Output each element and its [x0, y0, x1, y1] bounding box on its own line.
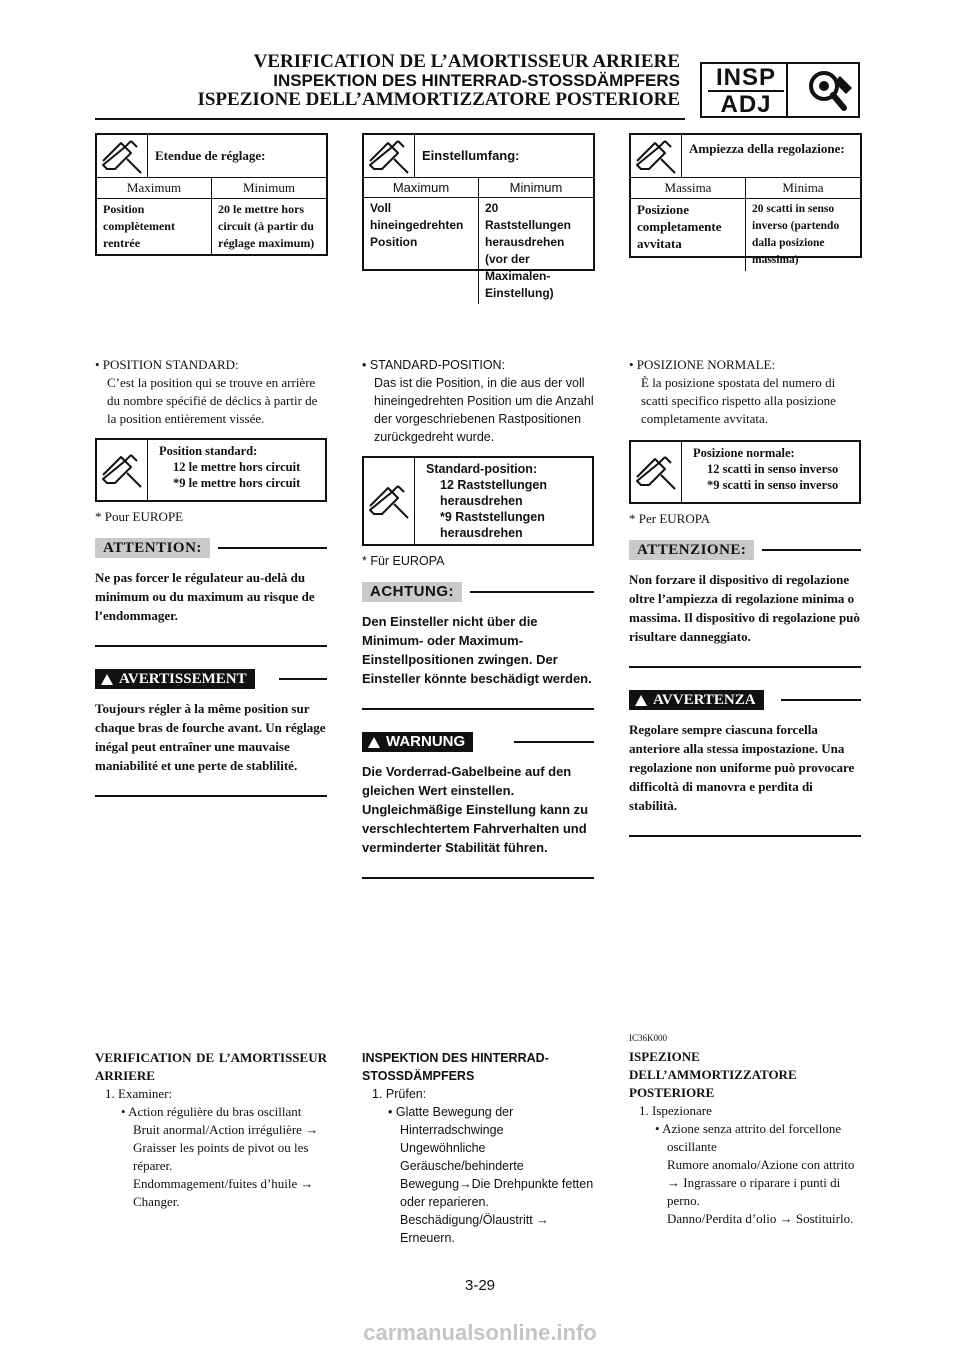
warning-badge: [629, 690, 764, 710]
warning-triangle-icon: [368, 737, 380, 748]
spec-col-min: Minima: [782, 180, 824, 195]
spec-box-columns: [631, 178, 860, 199]
warning-end-rule: [362, 877, 594, 879]
section-title: ISPEZIONE DELL’AMMORTIZZATORE POSTERIORE: [629, 1049, 797, 1100]
warning-text: Regolare sempre ciascuna forcella anteriore alla stessa impostazione. Una regolazione non uniforme può provocare difficoltà di manovra e perdita di stabilità.: [629, 722, 855, 813]
caution-label: ACHTUNG:: [362, 582, 462, 602]
caution-end-rule: [362, 708, 594, 710]
page-header: [197, 52, 680, 109]
spec-col-max: Massima: [631, 178, 746, 198]
hand-wrench-icon: [364, 458, 415, 544]
std-position-text: Das ist die Position, in die aus der voll hineingedrehten Position um die Anzahl der vorgeschriebenen Rastpositionen zurückgedreht wurde.: [374, 376, 594, 444]
caution-label: ATTENZIONE:: [629, 540, 754, 560]
std-position-box: [362, 456, 594, 546]
std-box-line2: *9 Raststellungen herausdrehen: [440, 510, 545, 540]
warning-triangle-icon: [635, 695, 647, 706]
inspection-it: [629, 1032, 861, 1228]
europe-note: * Für EUROPA: [362, 554, 445, 568]
caution-rule: [218, 547, 327, 549]
spec-box-columns: [364, 178, 593, 198]
std-box-title: Position standard:: [159, 444, 258, 458]
warning-heading: [95, 669, 327, 689]
spec-box-values: [631, 199, 860, 271]
warning-rule: [279, 678, 327, 680]
check-item-2: Rumore anomalo/Azione con attrito → Ingrassare o riparare i punti di perno.: [667, 1157, 855, 1208]
std-box-line2: *9 scatti in senso inverso: [707, 478, 839, 492]
warning-badge: [95, 669, 255, 689]
page-number: 3-29: [464, 1277, 496, 1294]
std-box-title: Standard-position:: [426, 462, 538, 476]
header-title-de: INSPEKTION DES HINTERRAD-STOSSDÄMPFERS: [273, 71, 680, 90]
hand-wrench-icon: [631, 135, 682, 177]
std-box-line2: *9 le mettre hors circuit: [173, 476, 301, 490]
hand-wrench-icon: [97, 135, 148, 177]
warning-label: WARNUNG: [386, 733, 466, 750]
spec-box-head: [97, 135, 326, 178]
spec-col-max: Maximum: [364, 178, 479, 197]
check-item-1: • Glatte Bewegung der Hinterradschwinge: [388, 1105, 514, 1137]
header-title-fr: VERIFICATION DE L’AMORTISSEUR ARRIERE: [253, 51, 680, 72]
spec-box-fr: [95, 133, 328, 256]
column-fr: [95, 356, 327, 797]
europe-note: * Pour EUROPE: [95, 509, 184, 524]
warning-text: Toujours régler à la même position sur chaque bras de fourche avant. Un réglage inégal peut entraîner une mauvaise maniabilité et une perte de stablilité.: [95, 701, 326, 773]
warning-rule: [514, 741, 594, 743]
column-de: [362, 356, 594, 879]
spec-col-min: Minimum: [242, 180, 295, 195]
caution-label: ATTENTION:: [95, 538, 210, 558]
check-item-1: • Action régulière du bras oscillant: [121, 1104, 302, 1119]
warning-label: AVERTISSEMENT: [119, 671, 247, 687]
spec-box-values: [364, 198, 593, 304]
caution-end-rule: [629, 666, 861, 668]
step-1: 1. Prüfen:: [372, 1087, 427, 1101]
warning-badge: [362, 732, 473, 752]
section-badge: [700, 62, 860, 118]
warning-heading: [362, 732, 594, 752]
column-it: [629, 356, 861, 837]
std-position-box: [629, 440, 861, 504]
caution-end-rule: [95, 645, 327, 647]
badge-insp: INSP: [708, 64, 784, 92]
section-title: INSPEKTION DES HINTERRAD-STOSSDÄMPFERS: [362, 1051, 549, 1083]
std-position-title: • STANDARD-POSITION:: [362, 358, 506, 372]
hand-wrench-icon: [97, 440, 148, 500]
caution-rule: [762, 549, 861, 551]
spec-box-de: [362, 133, 595, 300]
std-position-box: [95, 438, 327, 502]
check-item-1: • Azione senza attrito del forcellone oscillante: [655, 1121, 842, 1154]
caution-heading: [629, 540, 861, 560]
badge-divider: [786, 64, 788, 116]
europe-note: * Per EUROPA: [629, 511, 711, 526]
warning-rule: [781, 699, 861, 701]
hand-wrench-icon: [631, 442, 682, 502]
std-box-title: Posizione normale:: [693, 446, 795, 460]
spec-box-head: [631, 135, 860, 178]
std-box-line1: 12 le mettre hors circuit: [173, 460, 301, 474]
spec-val-min: 20 Raststellungen herausdrehen (vor der Maximalen-Einstellung): [485, 201, 572, 300]
spec-val-min: 20 scatti in senso inverso (partendo dalla posizione massima): [752, 203, 840, 266]
spec-val-min: 20 le mettre hors circuit (à partir du réglage maximum): [218, 202, 315, 250]
hand-wrench-icon: [364, 135, 415, 177]
std-box-line1: 12 scatti in senso inverso: [707, 462, 839, 476]
warning-text: Die Vorderrad-Gabelbeine auf den gleichen Wert einstellen. Ungleichmäßige Einstellung kann zu verschlechtertem Fahrverhalten und verminderter Stabilität führen.: [362, 764, 589, 855]
check-item-3: Endommagement/fuites d’huile → Changer.: [133, 1176, 314, 1209]
check-item-3: Beschädigung/Ölaustritt → Erneuern.: [400, 1213, 549, 1245]
std-box-line1: 12 Raststellungen herausdrehen: [440, 478, 547, 508]
std-box-text: [155, 440, 325, 494]
warning-end-rule: [95, 795, 327, 797]
warning-heading: [629, 690, 861, 710]
std-position-title: • POSIZIONE NORMALE:: [629, 357, 776, 372]
std-box-text: [422, 458, 592, 544]
spec-box-head: [364, 135, 593, 178]
caution-heading: [95, 538, 327, 558]
step-1: 1. Ispezionare: [639, 1103, 712, 1118]
spec-box-title: Einstellumfang:: [422, 148, 520, 163]
warning-end-rule: [629, 835, 861, 837]
header-rule: [95, 118, 685, 120]
spec-box-it: [629, 133, 862, 266]
inspection-de: [362, 1049, 594, 1247]
inspection-fr: [95, 1049, 327, 1211]
caution-text: Den Einsteller nicht über die Minimum- oder Maximum-Einstellpositionen zwingen. Der Einsteller könnte beschädigt werden.: [362, 614, 592, 686]
caution-text: Non forzare il dispositivo di regolazione oltre l’ampiezza di regolazione minima o massima. Il dispositivo di regolazione può risultare danneggiato.: [629, 572, 860, 644]
spec-box-values: [97, 199, 326, 254]
std-position-title: • POSITION STANDARD:: [95, 357, 239, 372]
std-position-text: È la posizione spostata del numero di scatti specifico rispetto alla posizione completamente avvitata.: [641, 375, 836, 426]
section-title: VERIFICATION DE L’AMORTISSEUR ARRIERE: [95, 1050, 327, 1083]
check-item-2: Bruit anormal/Action irrégulière → Graisser les points de pivot ou les réparer.: [133, 1122, 319, 1173]
caution-rule: [470, 591, 594, 593]
spec-val-max: Posizione completamente avvitata: [631, 199, 746, 271]
caution-text: Ne pas forcer le régulateur au-delà du minimum ou du maximum au risque de l’endommager.: [95, 570, 315, 623]
spec-box-title: Etendue de réglage:: [155, 148, 266, 163]
spec-val-max: Position complètement rentrée: [97, 199, 212, 254]
spec-col-min: Minimum: [509, 180, 563, 195]
section-code: IC36K000: [629, 1033, 667, 1043]
check-item-2: Ungewöhnliche Geräusche/behinderte Bewegung→Die Drehpunkte fetten oder reparieren.: [400, 1141, 594, 1209]
std-box-text: [689, 442, 859, 496]
spec-box-title: Ampiezza della regolazione:: [689, 141, 845, 156]
watermark: carmanualsonline.info: [363, 1320, 597, 1345]
magnifier-wrench-icon: [802, 68, 858, 114]
std-position-text: C’est la position qui se trouve en arrière du nombre spécifié de déclics à partir de la position entièrement vissée.: [107, 375, 318, 426]
warning-label: AVVERTENZA: [653, 692, 756, 708]
spec-box-columns: [97, 178, 326, 199]
warning-triangle-icon: [101, 674, 113, 685]
badge-adj: ADJ: [720, 91, 772, 118]
spec-col-max: Maximum: [97, 178, 212, 198]
header-title-it: ISPEZIONE DELL’AMMORTIZZATORE POSTERIORE: [197, 89, 680, 110]
check-item-3: Danno/Perdita d’olio → Sostituirlo.: [667, 1211, 854, 1226]
spec-val-max: Voll hineingedrehten Position: [364, 198, 479, 304]
step-1: 1. Examiner:: [105, 1086, 173, 1101]
caution-heading: [362, 582, 594, 602]
